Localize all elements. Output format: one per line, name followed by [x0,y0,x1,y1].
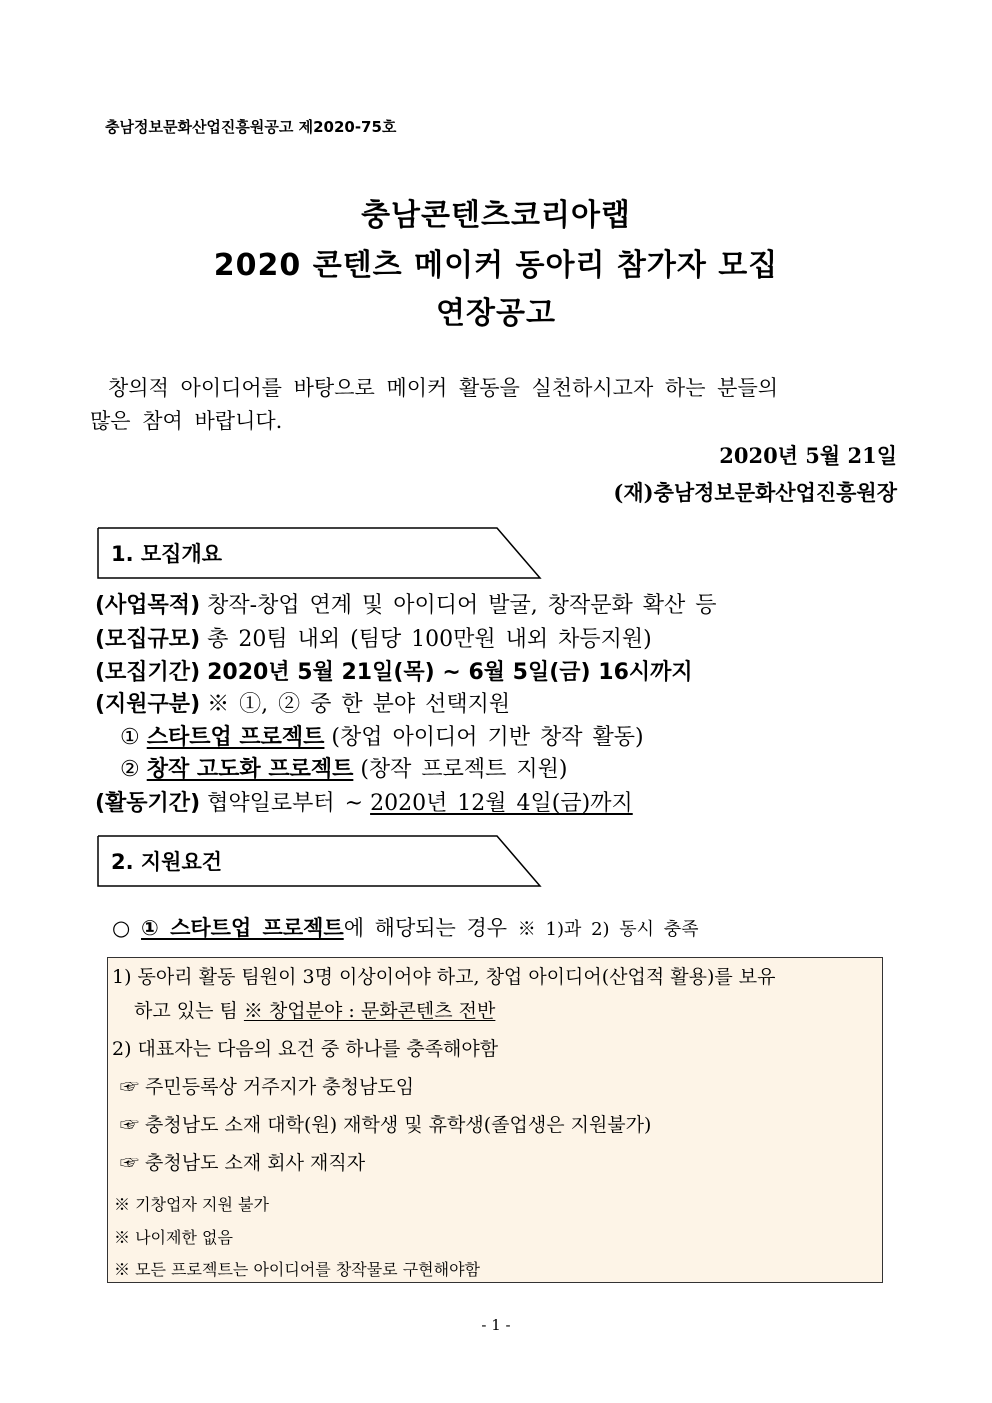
option-1-desc: (창업 아이디어 기반 창작 활동) [331,725,644,750]
category-value: ※ ①, ② 중 한 분야 선택지원 [207,692,511,717]
page-number: - 1 - [481,1316,511,1334]
option-2-mark: ② [120,757,140,782]
purpose-value: 창작-창업 연계 및 아이디어 발굴, 창작문화 확산 등 [207,593,717,618]
option-1-row [120,720,644,751]
note-2: ※ 나이제한 없음 [114,1228,233,1247]
requirement-1-line-1: 1) 동아리 활동 팀원이 3명 이상이어야 하고, 창업 아이디어(산업적 활용)를 보유 [112,966,776,988]
note-1: ※ 기창업자 지원 불가 [114,1195,269,1214]
bullet-note: ※ 1)과 2) 동시 충족 [517,919,699,940]
option-1-name: 스타트업 프로젝트 [146,725,325,750]
intro-line-1: 창의적 아이디어를 바탕으로 메이커 활동을 실천하시고자 하는 분들의 [108,376,779,400]
activity-until: 2020년 12월 4일(금)까지 [370,791,633,816]
option-1-mark: ① [120,725,140,750]
section-2-title: 2. 지원요건 [111,850,223,874]
scale-row [95,622,652,653]
activity-label: (활동기간) [95,791,201,816]
notice-date: 2020년 5월 21일 [719,443,897,468]
option-2-row [120,752,568,783]
purpose-label: (사업목적) [95,593,201,618]
scale-label: (모집규모) [95,627,201,652]
section-1-heading [97,527,542,579]
title-line-3: 연장공고 [436,296,556,331]
requirements-box [107,957,883,1283]
option-2-desc: (창작 프로젝트 지원) [360,757,568,782]
condition-2: ☞ 충청남도 소재 대학(원) 재학생 및 휴학생(졸업생은 지원불가) [120,1114,652,1136]
purpose-row [95,588,717,619]
category-label: (지원구분) [95,692,201,717]
section-2-heading [97,835,542,887]
bullet-rest: 에 해당되는 경우 [343,916,508,940]
condition-1: ☞ 주민등록상 거주지가 충청남도임 [120,1076,415,1098]
organization-name: (재)충남정보문화산업진흥원장 [613,480,897,505]
title-line-1: 충남콘텐츠코리아랩 [361,198,631,233]
activity-row [95,786,633,817]
period-value: 2020년 5월 21일(목) ~ 6월 5일(금) 16시까지 [207,660,693,685]
section-1-title: 1. 모집개요 [111,542,223,566]
condition-3: ☞ 충청남도 소재 회사 재직자 [120,1152,366,1174]
bullet-mark: ○ [112,916,131,940]
period-label: (모집기간) [95,660,201,685]
intro-line-2: 많은 참여 바랍니다. [90,409,283,433]
scale-value: 총 20팀 내외 (팀당 100만원 내외 차등지원) [207,627,652,652]
period-row [95,655,693,686]
option-2-name: 창작 고도화 프로젝트 [146,757,354,782]
title-line-2: 2020 콘텐츠 메이커 동아리 참가자 모집 [213,248,779,283]
requirement-1-line-2 [134,996,495,1023]
notice-number: 충남정보문화산업진흥원공고 제2020-75호 [105,118,397,136]
category-row [95,687,510,718]
requirement-1-note: ※ 창업분야 : 문화콘텐츠 전반 [243,1000,496,1022]
requirement-2: 2) 대표자는 다음의 요건 중 하나를 충족해야함 [112,1038,499,1060]
bullet-project: ① 스타트업 프로젝트 [141,916,344,940]
startup-bullet [112,912,699,942]
activity-prefix: 협약일로부터 ~ [207,791,364,816]
requirement-1-prefix: 하고 있는 팀 [134,1000,238,1022]
note-3: ※ 모든 프로젝트는 아이디어를 창작물로 구현해야함 [114,1260,481,1279]
